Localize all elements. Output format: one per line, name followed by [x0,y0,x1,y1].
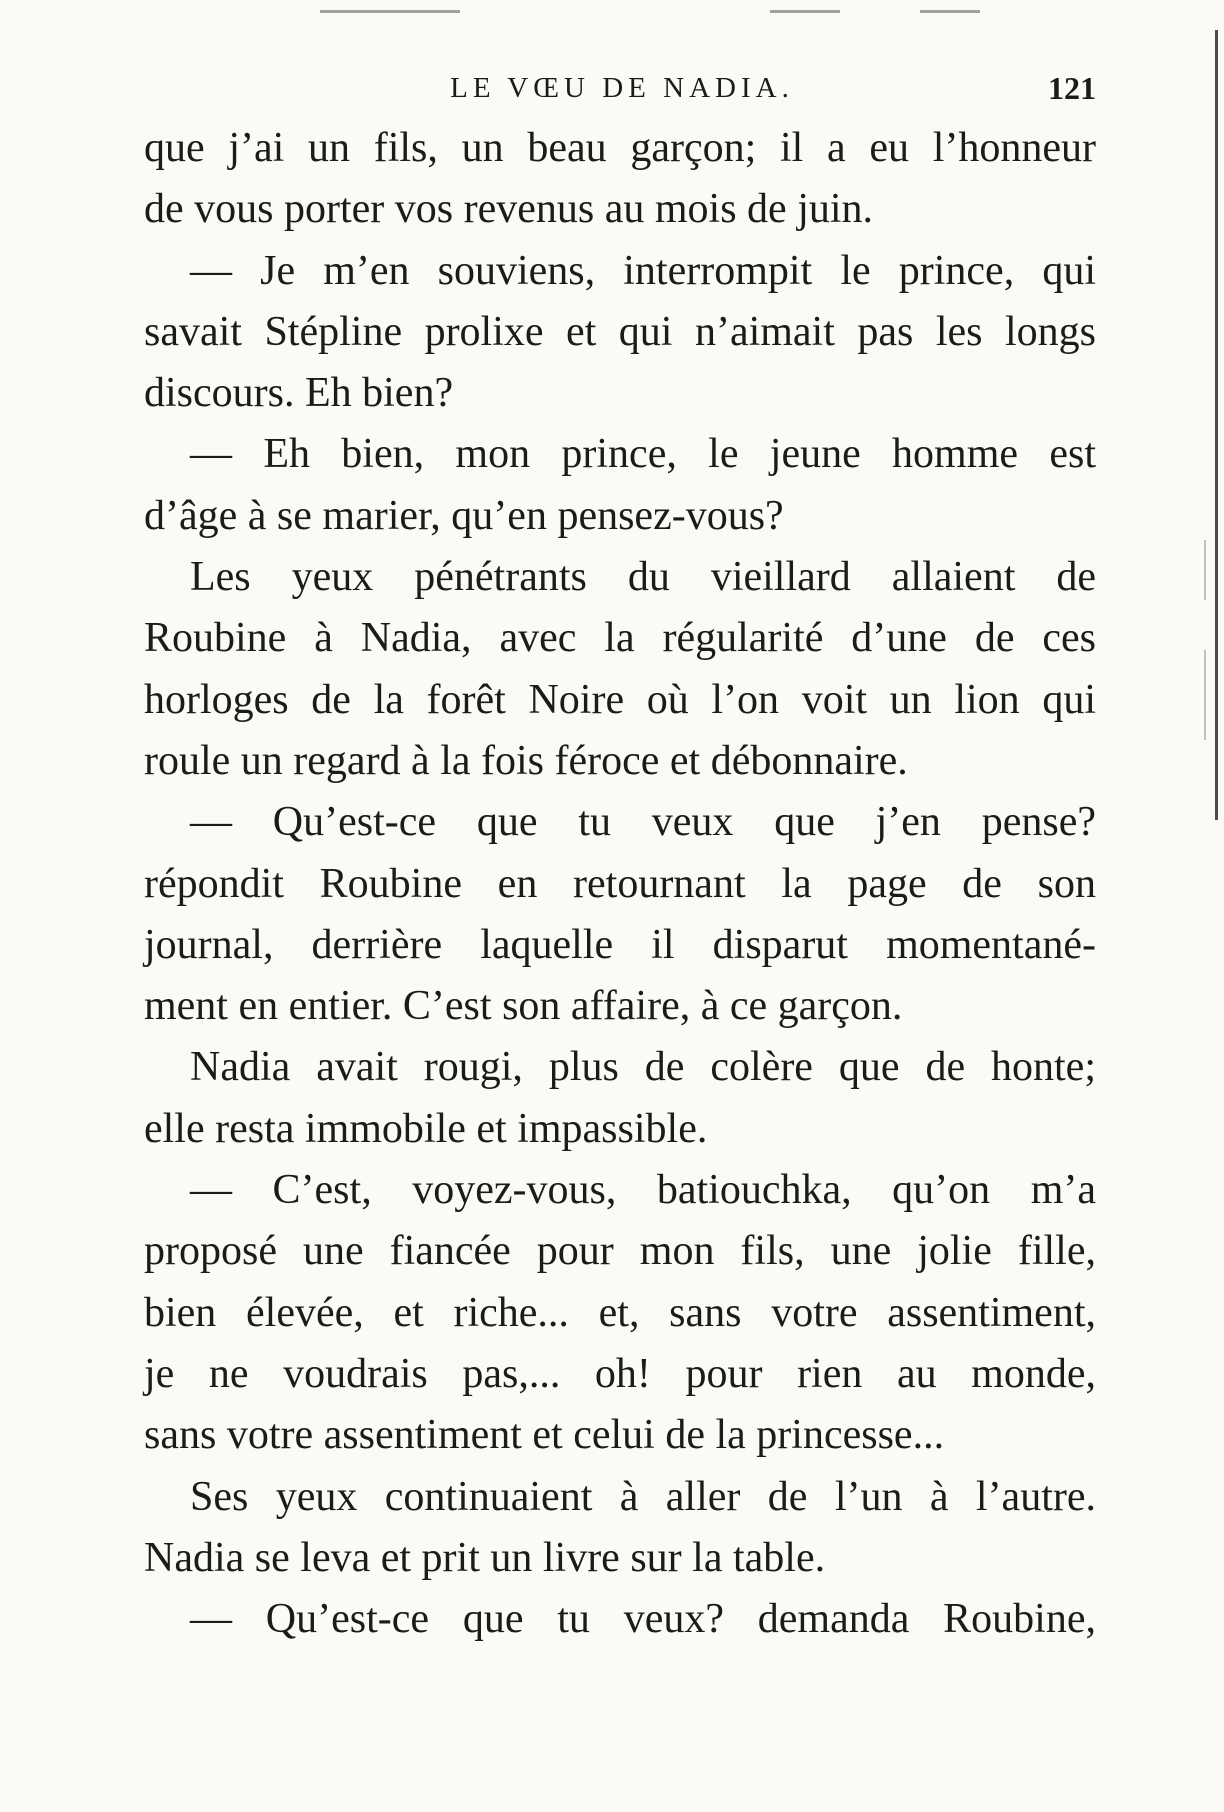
page-number: 121 [1048,70,1096,106]
text-line: Nadia avait rougi, plus de colère que de honte; [190,1044,1096,1091]
text-line: — Qu’est-ce que tu veux? demanda Roubine, [190,1596,1096,1643]
text-line: sans votre assentiment et celui de la princesse... [144,1412,945,1459]
text-line: elle resta immobile et impassible. [144,1105,708,1152]
text-line: je ne voudrais pas,... oh! pour rien au monde, [144,1350,1096,1397]
text-line: de vous porter vos revenus au mois de juin. [144,186,874,233]
text-line: Ses yeux continuaient à aller de l’un à l’autre. [190,1473,1096,1520]
text-line: — Qu’est-ce que tu veux que j’en pense? [190,799,1096,846]
scan-artifact [320,10,460,13]
text-line: discours. Eh bien? [144,370,454,417]
running-title: LE VŒU DE NADIA. [450,72,794,104]
text-line: — C’est, voyez-vous, batiouchka, qu’on m’a [190,1167,1096,1214]
scan-artifact [1204,650,1206,740]
scan-artifact [1204,540,1206,600]
text-line: journal, derrière laquelle il disparut momentané- [144,921,1096,968]
text-line: proposé une fiancée pour mon fils, une jolie fille, [144,1228,1096,1275]
text-line: roule un regard à la fois féroce et débonnaire. [144,737,908,784]
text-line: — Je m’en souviens, interrompit le prince, qui [190,247,1096,294]
text-line: horloges de la forêt Noire où l’on voit un lion qui [144,676,1096,723]
text-line: — Eh bien, mon prince, le jeune homme est [190,431,1096,478]
text-line: ment en entier. C’est son affaire, à ce garçon. [144,983,903,1030]
text-line: Les yeux pénétrants du vieillard allaient de [190,554,1096,601]
text-line: bien élevée, et riche... et, sans votre assentiment, [144,1289,1096,1336]
page-edge-shadow [1215,30,1218,820]
scan-artifact [920,10,980,13]
text-line: que j’ai un fils, un beau garçon; il a eu l’honneur [144,125,1096,171]
text-line: répondit Roubine en retournant la page de son [144,860,1096,907]
scan-artifact [770,10,840,13]
text-line: savait Stépline prolixe et qui n’aimait pas les longs [144,308,1096,355]
text-line: Nadia se leva et prit un livre sur la table. [144,1534,826,1581]
text-line: d’âge à se marier, qu’en pensez-vous? [144,492,784,539]
running-head [148,72,1096,112]
body-text [144,118,1096,1650]
text-line: Roubine à Nadia, avec la régularité d’une de ces [144,615,1096,662]
